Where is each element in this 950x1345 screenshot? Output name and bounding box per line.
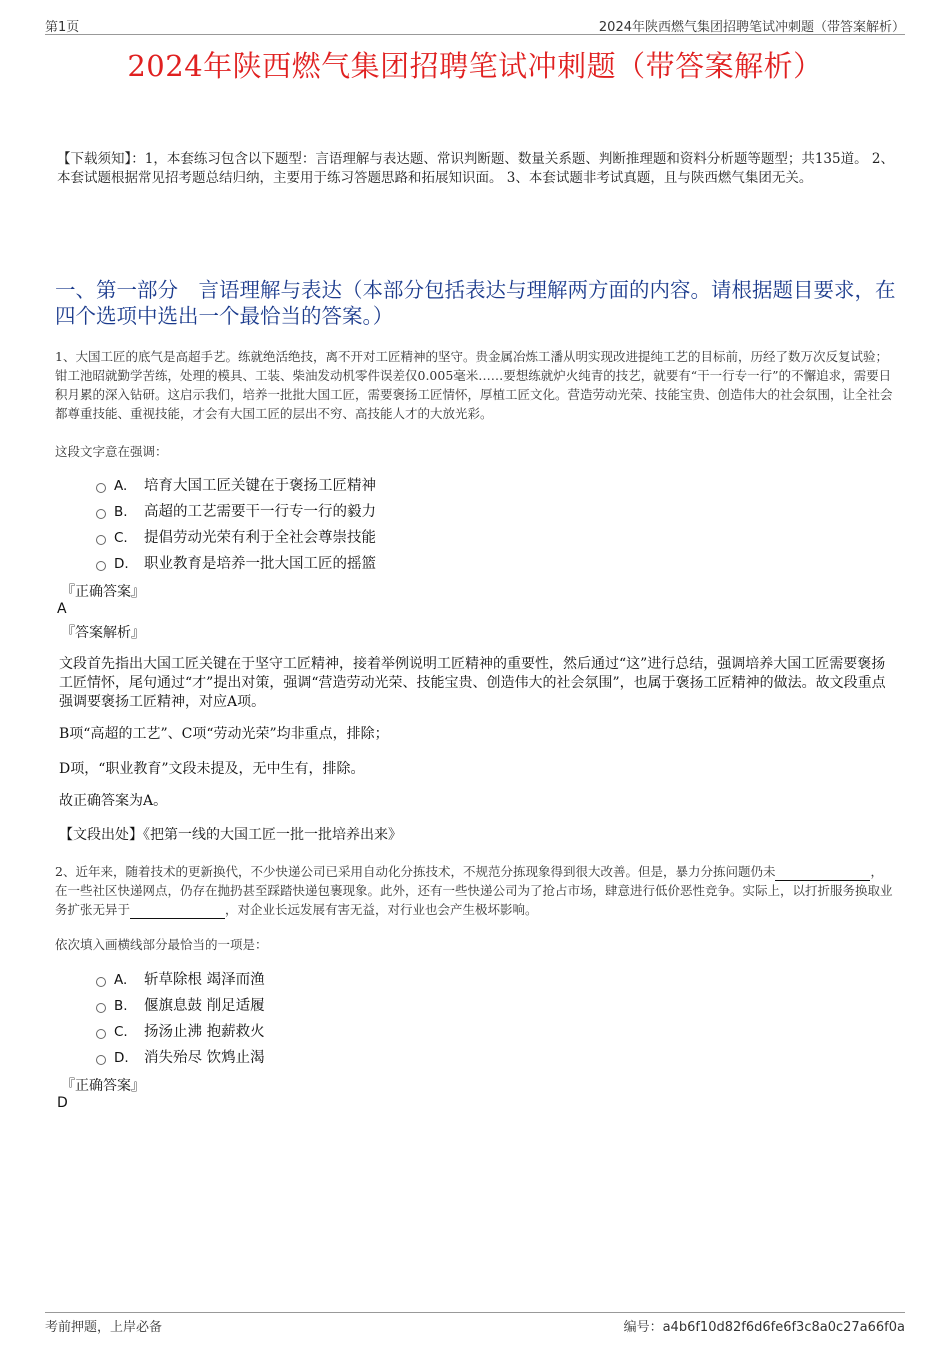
radio-icon[interactable]: [96, 1055, 106, 1065]
page-header: [45, 14, 905, 35]
question-2-option-b[interactable]: B. 偃旗息鼓 削足适履: [96, 993, 265, 1019]
question-1-text: 1、大国工匠的底气是高超手艺。练就绝活绝技，离不开对工匠精神的坚守。贵金属冶炼工潘从明实现改进提纯工艺的目标前，历经了数万次反复试验；钳工池昭就勤学苦练，处理的模具、工装、柴油发动机零件误差仅0.005毫米……要想练就炉火纯青的技艺，就要有“干一行专一行”的不懈追求，需要日积月累的深入钻研。这启示我们，培养一批批大国工匠，需要褒扬工匠情怀，厚植工匠文化。营造劳动光荣、技能宝贵、创造伟大的社会氛围，让全社会都尊重技能、重视技能，才会有大国工匠的层出不穷、高技能人才的大放光彩。: [55, 349, 893, 421]
question-2-answer: D: [57, 1095, 68, 1111]
question-1-answer: A: [57, 601, 67, 617]
radio-icon[interactable]: [96, 483, 106, 493]
question-2-option-c[interactable]: C. 扬汤止沸 抱薪救火: [96, 1019, 265, 1045]
question-1-stem: 这段文字意在强调：: [55, 444, 168, 459]
question-1-option-c[interactable]: C. 提倡劳动光荣有利于全社会尊崇技能: [96, 525, 376, 551]
analysis-paragraph: 文段首先指出大国工匠关键在于坚守工匠精神，接着举例说明工匠精神的重要性，然后通过“这”进行总结，强调培养大国工匠需要褒扬工匠情怀，尾句通过“才”提出对策，强调“营造劳动光荣、技能宝贵、创造伟大的社会氛围”，也属于褒扬工匠精神的做法。故文段重点强调要褒扬工匠精神，对应A项。: [59, 656, 886, 710]
section-heading: 一、第一部分 言语理解与表达（本部分包括表达与理解两方面的内容。请根据题目要求，在四个选项中选出一个最恰当的答案。）: [55, 278, 896, 328]
analysis-conclusion: 故正确答案为A。: [59, 793, 168, 809]
question-2-options: [96, 967, 265, 1071]
footer-slogan: 考前押题，上岸必备: [45, 1320, 163, 1335]
page-footer: [45, 1312, 905, 1341]
download-notice: 【下载须知】：1，本套练习包含以下题型：言语理解与表达题、常识判断题、数量关系题、判断推理题和资料分析题等题型；共135道。 2、本套试题根据常见招考题总结归纳，主要用于练习答题思路和拓展知识面。 3、本套试题非考试真题，且与陕西燃气集团无关。: [57, 151, 894, 186]
question-1-analysis-label: 『答案解析』: [61, 625, 145, 641]
question-1-options: [96, 473, 376, 577]
question-2-option-a[interactable]: A. 斩草除根 竭泽而渔: [96, 967, 265, 993]
radio-icon[interactable]: [96, 977, 106, 987]
question-2-answer-label: 『正确答案』: [61, 1078, 145, 1094]
header-doc-title: 2024年陕西燃气集团招聘笔试冲刺题（带答案解析）: [598, 20, 905, 35]
analysis-source: 【文段出处】《把第一线的大国工匠一批一批培养出来》: [59, 827, 402, 843]
radio-icon[interactable]: [96, 561, 106, 571]
radio-icon[interactable]: [96, 509, 106, 519]
analysis-paragraph: D项，“职业教育”文段未提及，无中生有，排除。: [59, 761, 365, 777]
radio-icon[interactable]: [96, 1029, 106, 1039]
question-2-stem: 依次填入画横线部分最恰当的一项是：: [55, 937, 268, 952]
question-2-option-d[interactable]: D. 消失殆尽 饮鸩止渴: [96, 1045, 265, 1071]
fill-blank-1[interactable]: [775, 866, 870, 881]
question-2-text: 2、近年来，随着技术的更新换代，不少快递公司已采用自动化分拣技术，不规范分拣现象得到很大改善。但是，暴力分拣问题仍未 ，在一些社区快递网点，仍存在抛扔甚至踩踏快递包裹现象。此外，还有一些快递公司为了抢占市场，肆意进行低价恶性竞争。实际上，以打折服务换取业务扩张无异于 ，对企业长远发展有害无益，对行业也会产生极坏影响。: [55, 864, 893, 917]
analysis-paragraph: B项“高超的工艺”、C项“劳动光荣”均非重点，排除；: [59, 726, 389, 742]
fill-blank-2[interactable]: [130, 904, 225, 919]
radio-icon[interactable]: [96, 535, 106, 545]
footer-doc-id: 编号：a4b6f10d82f6d6fe6f3c8a0c27a66f0a: [623, 1320, 905, 1335]
question-1-answer-label: 『正确答案』: [61, 584, 145, 600]
question-1-option-a[interactable]: A. 培育大国工匠关键在于褒扬工匠精神: [96, 473, 376, 499]
question-1-option-b[interactable]: B. 高超的工艺需要干一行专一行的毅力: [96, 499, 376, 525]
page-title: 2024年陕西燃气集团招聘笔试冲刺题（带答案解析）: [127, 49, 823, 83]
radio-icon[interactable]: [96, 1003, 106, 1013]
page-number: 第1页: [45, 20, 80, 35]
question-1-option-d[interactable]: D. 职业教育是培养一批大国工匠的摇篮: [96, 551, 376, 577]
